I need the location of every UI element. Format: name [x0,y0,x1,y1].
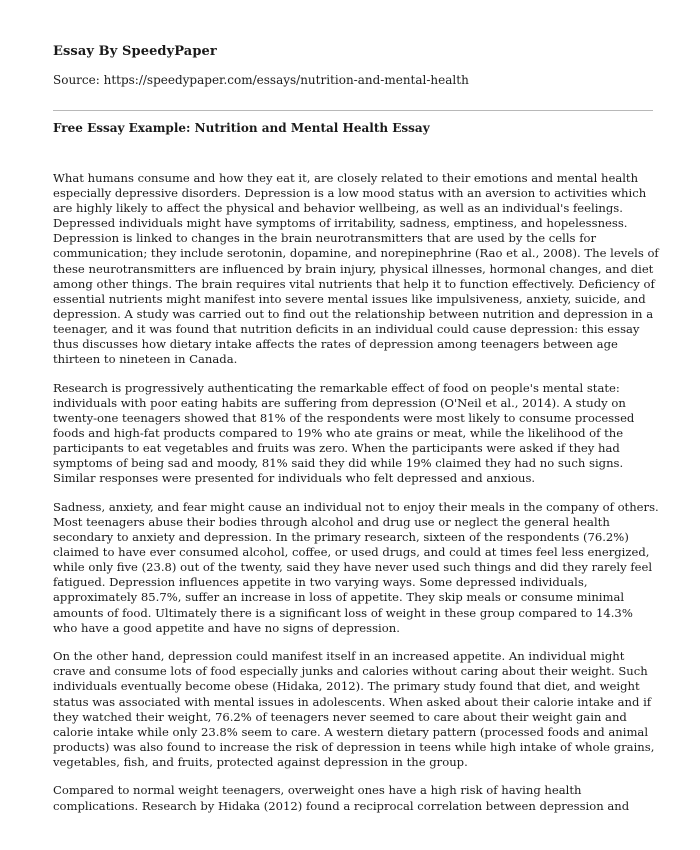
publisher-title: Essay By SpeedyPaper [53,44,217,59]
header-divider [53,110,653,111]
paragraph-5: Compared to normal weight teenagers, overweight ones have a high risk of having health complications. Research by Hidaka (2012) found a reciprocal correlation between depression and [53,783,630,813]
paragraph-2: Research is progressively authenticating the remarkable effect of food on people's mental state: individuals with poor eating habits are suffering from depression (O'Neil et al., 2014). A study on twenty-one teenagers showed that 81% of the respondents were most likely to consume processed foods and high-fat products compared to 19% who ate grains or meat, while the likelihood of the participants to eat vegetables and fruits was zero. When the participants were asked if they had symptoms of being sad and moody, 81% said they did while 19% claimed they had no such signs. Similar responses were presented for individuals who felt depressed and anxious. [53,380,635,486]
essay-body [53,171,659,827]
essay-title: Free Essay Example: Nutrition and Mental Health Essay [53,121,430,135]
paragraph-4: On the other hand, depression could manifest itself in an increased appetite. An individual might crave and consume lots of food especially junks and calories without caring about their weight. Such individuals eventually become obese (Hidaka, 2012). The primary study found that diet, and weight status was associated with mental issues in adolescents. When asked about their calorie intake and if they watched their weight, 76.2% of teenagers never seemed to care about their weight gain and calorie intake while only 23.8% seem to care. A western dietary pattern (processed foods and animal products) was also found to increase the risk of depression in teens while high intake of whole grains, vegetables, fish, and fruits, protected against depression in the group. [53,649,655,769]
source-line: Source: https://speedypaper.com/essays/nutrition-and-mental-health [53,73,469,87]
paragraph-1: What humans consume and how they eat it, are closely related to their emotions and mental health especially depressive disorders. Depression is a low mood status with an aversion to activities which are highly likely to affect the physical and behavior wellbeing, as well as an individual's feelings. Depressed individuals might have symptoms of irritability, sadness, emptiness, and hopelessness. Depression is linked to changes in the brain neurotransmitters that are used by the cells for communication; they include serotonin, dopamine, and norepinephrine (Rao et al., 2008). The levels of these neurotransmitters are influenced by brain injury, physical illnesses, hormonal changes, and diet among other things. The brain requires vital nutrients that help it to function effectively. Deficiency of essential nutrients might manifest into severe mental issues like impulsiveness, anxiety, suicide, and depression. A study was carried out to find out the relationship between nutrition and depression in a teenager, and it was found that nutrition deficits in an individual could cause depression: this essay thus discusses how dietary intake affects the rates of depression among teenagers between age thirteen to nineteen in Canada. [53,171,659,367]
paragraph-3: Sadness, anxiety, and fear might cause an individual not to enjoy their meals in the company of others. Most teenagers abuse their bodies through alcohol and drug use or neglect the general health secondary to anxiety and depression. In the primary research, sixteen of the respondents (76.2%) claimed to have ever consumed alcohol, coffee, or used drugs, and could at times feel less energized, while only five (23.8) out of the twenty, said they have never used such things and did they rarely feel fatigued. Depression influences appetite in two varying ways. Some depressed individuals, approximately 85.7%, suffer an increase in loss of appetite. They skip meals or consume minimal amounts of food. Ultimately there is a significant loss of weight in these group compared to 14.3% who have a good appetite and have no signs of depression. [53,499,659,635]
